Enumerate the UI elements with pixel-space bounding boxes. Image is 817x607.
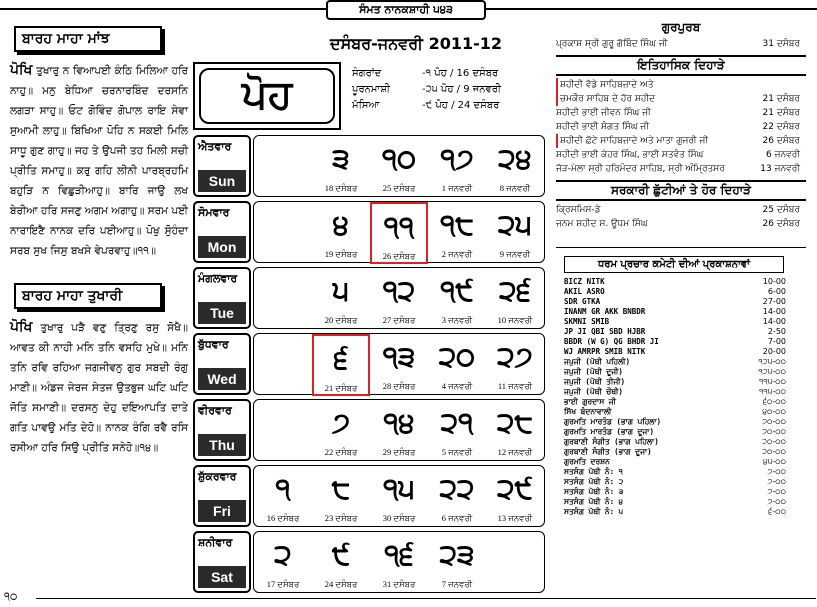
event-row	[556, 148, 806, 162]
publication-row	[564, 287, 786, 297]
day-cell	[370, 202, 428, 264]
publication-row	[564, 377, 786, 387]
event-date: 26 ਦਸੰਬਰ	[762, 219, 800, 229]
event-title: ਕ੍ਰਿਸਮਿਸ-ਡੇ	[556, 205, 601, 215]
calendar-grid	[193, 133, 545, 595]
event-title: ਪ੍ਰਕਾਸ਼ ਸ੍ਰੀ ਗੁਰੂ ਗੋਬਿੰਦ ਸਿੰਘ ਜੀ	[556, 39, 668, 49]
day-cell	[312, 532, 370, 594]
gurmukhi-date	[254, 406, 312, 440]
publication-price: ੬੦-੦੦	[762, 397, 786, 406]
gurmukhi-date: ੨੨	[439, 472, 475, 505]
publication-title: ਸਤਸੰਗ ਪੋਥੀ ਨੰ: ੩	[564, 487, 624, 496]
gregorian-date: 22 ਦਸੰਬਰ	[324, 447, 358, 457]
gregorian-date: 29 ਦਸੰਬਰ	[382, 447, 416, 457]
gregorian-date: 16 ਦਸੰਬਰ	[266, 513, 300, 523]
publication-price: ੭-੦੦	[767, 497, 786, 506]
publication-row	[564, 307, 786, 317]
event-title: ਸ਼ਹੀਦੀ ਭਾਈ ਕੇਹਰ ਸਿੰਘ, ਭਾਈ ਸਤਵੰਤ ਸਿੰਘ	[556, 150, 704, 160]
publication-title: ਜਪੁਜੀ (ਪੋਥੀ ਚੌਥੀ)	[564, 387, 623, 396]
week-cells	[253, 531, 545, 593]
week-row	[193, 529, 545, 595]
section-title-tukhari: ਬਾਰਹ ਮਾਹਾ ਤੁਖਾਰੀ	[14, 283, 162, 309]
gregorian-date: 2 ਜਨਵਰੀ	[441, 249, 473, 259]
lead-word: ਪੋਖਿ	[10, 319, 33, 335]
event-title: ਜੋੜ-ਮੇਲਾ ਸ੍ਰੀ ਹਰਿਮੰਦਰ ਸਾਹਿਬ, ਸ੍ਰੀ ਅੰਮ੍ਰਿਤਸਰ	[556, 164, 725, 174]
publication-row	[564, 417, 786, 427]
publication-price: ੧੨੫-੦੦	[758, 357, 786, 366]
event-row	[556, 134, 806, 148]
publication-price: 2-50	[767, 327, 786, 336]
day-name-english: Sun	[198, 170, 246, 192]
month-info	[352, 66, 501, 114]
event-date: 21 ਦਸੰਬਰ	[762, 108, 800, 118]
day-label	[193, 333, 251, 395]
publication-row	[564, 437, 786, 447]
day-cell	[370, 136, 428, 198]
gurmukhi-date: ੧੩	[382, 340, 416, 373]
gurmukhi-date: ੨੭	[497, 340, 533, 373]
publication-price: 14-00	[762, 317, 786, 326]
publication-row	[564, 317, 786, 327]
publication-title: INANM GR AKK BNBDR	[564, 307, 646, 316]
publication-title: AKIL ASRO	[564, 287, 605, 296]
publication-row	[564, 277, 786, 287]
day-label	[193, 135, 251, 197]
week-cells	[253, 267, 545, 329]
week-row	[193, 133, 545, 199]
gurmukhi-date: ੯	[331, 538, 351, 571]
day-name-punjabi: ਸ਼ਨੀਵਾਰ	[198, 536, 233, 549]
gurmukhi-date: ੨੫	[498, 208, 532, 241]
day-cell	[486, 400, 544, 462]
publication-title: ਸਤਸੰਗ ਪੋਥੀ ਨੰ: ੫	[564, 507, 624, 516]
event-date: 13 ਜਨਵਰੀ	[760, 164, 800, 174]
publication-title: ਸਤਸੰਗ ਪੋਥੀ ਨੰ: ੨	[564, 477, 624, 486]
day-cell	[428, 334, 486, 396]
publication-price: 27-00	[762, 297, 786, 306]
publication-price: ੧੧੫-੦੦	[758, 377, 786, 386]
gregorian-date: 31 ਦਸੰਬਰ	[382, 579, 416, 589]
gurmukhi-date: ੬	[333, 342, 349, 375]
day-name-punjabi: ਮੰਗਲਵਾਰ	[198, 272, 238, 285]
era-header: ਸੰਮਤ ਨਾਨਕਸ਼ਾਹੀ ੫੪੩	[326, 0, 486, 20]
day-cell	[312, 400, 370, 462]
day-label	[193, 267, 251, 329]
month-name: ਪੋਹ	[241, 72, 293, 118]
publication-title: SKMNI SMIB	[564, 317, 610, 326]
day-name-punjabi: ਸੋਮਵਾਰ	[198, 206, 230, 219]
publication-row	[564, 397, 786, 407]
publication-row	[564, 447, 786, 457]
week-row	[193, 397, 545, 463]
day-cell	[486, 268, 544, 330]
publication-title: ਜਪੁਜੀ (ਪੋਥੀ ਤੀਜੀ)	[564, 377, 626, 386]
section-title-manjh: ਬਾਰਹ ਮਾਹਾ ਮਾਂਝ	[14, 26, 162, 52]
day-cell	[370, 532, 428, 594]
publication-title: ਭਾਈ ਗੁਰਦਾਸ ਜੀ	[564, 397, 616, 406]
publication-row	[564, 357, 786, 367]
publication-row	[564, 327, 786, 337]
gurmukhi-date: ੨੬	[499, 274, 531, 307]
header-rule-left	[0, 8, 326, 10]
gregorian-date: 20 ਦਸੰਬਰ	[324, 315, 358, 325]
gregorian-date: 28 ਦਸੰਬਰ	[382, 381, 416, 391]
day-name-english: Sat	[198, 566, 246, 588]
week-row	[193, 331, 545, 397]
day-cell	[428, 268, 486, 330]
gurmukhi-date: ੧	[275, 472, 291, 505]
publication-price: ੧੨੫-੦੦	[758, 367, 786, 376]
page-number: ੧੦	[4, 590, 18, 603]
day-name-punjabi: ਬੁੱਧਵਾਰ	[198, 338, 229, 351]
day-cell	[370, 400, 428, 462]
publication-price: ੭-੦੦	[767, 477, 786, 486]
day-cell	[486, 136, 544, 198]
day-cell	[254, 202, 312, 264]
event-row	[556, 37, 806, 51]
day-cell	[312, 136, 370, 198]
gurmukhi-date: ੧੧	[383, 210, 415, 243]
publication-price: 20-00	[762, 347, 786, 356]
gurmukhi-date: ੧੪	[383, 406, 415, 439]
gregorian-date: 13 ਜਨਵਰੀ	[497, 513, 533, 523]
gurpurab-title: ਗੁਰਪੁਰਬ	[661, 20, 701, 34]
gurmukhi-date: ੧੫	[383, 472, 415, 505]
publication-price: ੭੦-੦੦	[761, 427, 786, 436]
footer-rule	[36, 598, 816, 599]
day-cell	[370, 268, 428, 330]
gregorian-date: 24 ਦਸੰਬਰ	[324, 579, 358, 589]
info-row: ਪੂਰਨਮਾਸ਼ੀ -੨੫ ਪੋਹ / 9 ਜਨਵਰੀ	[352, 84, 502, 95]
day-name-punjabi: ਐਤਵਾਰ	[198, 140, 232, 153]
gurmukhi-date: ੮	[331, 472, 351, 505]
day-cell	[370, 466, 428, 528]
event-title: ਜਨਮ ਸ਼ਹੀਦ ਸ. ਊਧਮ ਸਿੰਘ	[556, 219, 648, 229]
gregorian-date: 17 ਦਸੰਬਰ	[266, 579, 300, 589]
day-cell	[312, 202, 370, 264]
gurmukhi-date: ੧੦	[381, 142, 417, 175]
gurmukhi-date: ੧੭	[440, 142, 474, 175]
gregorian-date: 12 ਜਨਵਰੀ	[497, 447, 533, 457]
section-text-tukhari	[10, 317, 188, 458]
event-date	[750, 78, 806, 92]
day-name-english: Wed	[198, 368, 246, 390]
publication-row	[564, 367, 786, 377]
day-cell	[486, 334, 544, 396]
day-cell	[312, 466, 370, 528]
day-cell	[254, 334, 312, 396]
event-row	[556, 162, 806, 176]
event-title: ਚਮਕੌਰ ਸਾਹਿਬ ਦੇ ਹੋਰ ਸ਼ਹੀਦ	[556, 92, 655, 106]
gurmukhi-date: ੧੬	[384, 538, 414, 571]
publication-row	[564, 427, 786, 437]
day-name-english: Tue	[198, 302, 246, 324]
week-cells	[253, 465, 545, 527]
publication-price: 7-00	[767, 337, 786, 346]
publication-title: ਸਤਸੰਗ ਪੋਥੀ ਨੰ: ੧	[564, 467, 623, 476]
publication-price: ੨੦-੦੦	[762, 447, 786, 456]
gregorian-date: 19 ਦਸੰਬਰ	[324, 249, 358, 259]
day-cell	[428, 136, 486, 198]
gurmukhi-date	[254, 340, 312, 374]
publication-row	[564, 297, 786, 307]
publication-title: ਜਪੁਜੀ (ਪੋਥੀ ਦੂਜੀ)	[564, 367, 623, 376]
section-text-manjh	[10, 60, 188, 261]
holiday-title: ਸਰਕਾਰੀ ਛੁੱਟੀਆਂ ਤੇ ਹੋਰ ਦਿਹਾੜੇ	[556, 180, 806, 201]
day-cell	[486, 466, 544, 528]
day-cell	[428, 202, 486, 264]
month-range-title: ਦਸੰਬਰ-ਜਨਵਰੀ 2011-12	[330, 34, 503, 53]
gurmukhi-date: ੫	[332, 274, 350, 307]
month-box	[193, 62, 341, 130]
publication-row	[564, 407, 786, 417]
day-cell	[428, 466, 486, 528]
lead-word: ਪੋਖਿ	[10, 62, 33, 78]
publication-title: ਗੁਰਬਾਣੀ ਸੰਗੀਤ (ਭਾਗ ਪਹਿਲਾ)	[564, 437, 659, 446]
week-cells	[253, 135, 545, 197]
publication-title: ਸਿੱਖ ਬੰਦਨਾਵਾਲੀ	[564, 407, 612, 416]
gregorian-date: 9 ਜਨਵਰੀ	[499, 249, 531, 259]
gurmukhi-date: ੪	[332, 208, 350, 241]
gregorian-date: 6 ਜਨਵਰੀ	[441, 513, 473, 523]
publication-price: ੬-੦੦	[768, 507, 786, 516]
publication-price: ੪੫-੦੦	[763, 457, 786, 466]
event-row	[556, 217, 806, 231]
gurmukhi-date: ੧੮	[440, 208, 474, 241]
gurpurab-list	[556, 37, 806, 51]
publication-title: WJ AMRPR SMIB NITK	[564, 347, 646, 356]
gurmukhi-date: ੨੧	[440, 406, 474, 439]
publication-row	[564, 487, 786, 497]
event-date: 26 ਦਸੰਬਰ	[762, 136, 800, 146]
gurmukhi-date: ੩	[332, 142, 350, 175]
publication-title: ਜਪੁਜੀ (ਪੋਥੀ ਪਹਿਲੀ)	[564, 357, 630, 366]
gregorian-date: 3 ਜਨਵਰੀ	[441, 315, 473, 325]
publication-price: ੭-੦੦	[767, 467, 786, 476]
publication-row	[564, 507, 786, 517]
gregorian-date: 7 ਜਨਵਰੀ	[441, 579, 473, 589]
day-cell	[312, 334, 370, 396]
publications-title: ਧਰਮ ਪ੍ਰਚਾਰ ਕਮੇਟੀ ਦੀਆਂ ਪ੍ਰਕਾਸ਼ਨਾਵਾਂ	[564, 256, 784, 273]
day-cell	[428, 400, 486, 462]
gurmukhi-date: ੨੮	[497, 406, 533, 439]
week-cells	[253, 201, 545, 263]
event-row	[556, 92, 806, 106]
publication-row	[564, 477, 786, 487]
gurmukhi-date: ੨੯	[497, 472, 533, 505]
event-title: ਸ਼ਹੀਦੀ ਭਾਈ ਜੀਵਨ ਸਿੰਘ ਜੀ	[556, 108, 651, 118]
verse-text: ਤੁਖਾਰੁ ਨ ਵਿਆਪਈ ਕੰਠਿ ਮਿਲਿਆ ਹਰਿ ਨਾਹੁ॥ ਮਨੁ ਬੇਧਿਆ ਚਰਨਾਰਬਿੰਦ ਦਰਸਨਿ ਲਗੜਾ ਸਾਹੁ॥ ਓਟ ਗੋਵਿੰਦ ਗੋਪਾਲ ਰਾਇ ਸੇਵਾ ਸੁਆਮੀ ਲਾਹੁ॥ ਬਿਖਿਆ ਪੋਹਿ ਨ ਸਕਈ ਮਿਲਿ ਸਾਧੂ ਗੁਣ ਗਾਹੁ॥ ਜਹ ਤੇ ਉਪਜੀ ਤਹ ਮਿਲੀ ਸਚੀ ਪ੍ਰੀਤਿ ਸਮਾਹੁ॥ ਕਰੁ ਗਹਿ ਲੀਨੀ ਪਾਰਬ੍ਰਹਮਿ ਬਹੁੜਿ ਨ ਵਿਛੁੜੀਆਹੁ॥ ਬਾਰਿ ਜਾਉ ਲਖ ਬੇਰੀਆ ਹਰਿ ਸਜਣੁ ਅਗਮ ਅਗਾਹੁ॥ ਸਰਮ ਪਈ ਨਾਰਾਇਣੈ ਨਾਨਕ ਦਰਿ ਪਈਆਹੁ॥ ਪੋਖੁ ਸੁੋਹੰਦਾ ਸਰਬ ਸੁਖ ਜਿਸੁ ਬਖਸੇ ਵੇਪਰਵਾਹੁ॥੧੧॥	[10, 65, 188, 257]
gurmukhi-date	[254, 142, 312, 176]
day-cell	[486, 532, 544, 594]
history-list	[556, 78, 806, 176]
gurmukhi-date	[486, 538, 544, 572]
publication-title: JP JI QBI SBD HJBR	[564, 327, 646, 336]
event-title: ਸ਼ਹੀਦੀ ਭਾਈ ਸੰਗਤ ਸਿੰਘ ਜੀ	[556, 122, 649, 132]
publication-title: ਸਤਸੰਗ ਪੋਥੀ ਨੰ: ੪	[564, 497, 623, 506]
event-row	[556, 203, 806, 217]
publication-title: ਗੁਰਮਤਿ ਮਾਰਤੰਡ (ਭਾਗ ਪਹਿਲਾ)	[564, 417, 662, 426]
gurmukhi-date: ੨੪	[498, 142, 532, 175]
holiday-list	[556, 203, 806, 231]
day-label	[193, 465, 251, 527]
event-date: 22 ਦਸੰਬਰ	[762, 122, 800, 132]
gregorian-date: 8 ਜਨਵਰੀ	[499, 183, 531, 193]
publication-price: 10-00	[762, 277, 786, 286]
publication-row	[564, 347, 786, 357]
gurmukhi-date	[254, 208, 312, 242]
verse-text: ਤੁਖਾਰੁ ਪੜੈ ਵਣੁ ਤ੍ਰਿਣੁ ਰਸੁ ਸੋਖੈ॥ ਆਵਤ ਕੀ ਨਾਹੀ ਮਨਿ ਤਨਿ ਵਸਹਿ ਮੁਖੇ॥ ਮਨਿ ਤਨਿ ਰਵਿ ਰਹਿਆ ਜਗਜੀਵਨੁ ਗੁਰ ਸਬਦੀ ਰੰਗੁ ਮਾਣੀ॥ ਅੰਡਜ ਜੇਰਜ ਸੇਤਜ ਉਤਭੁਜ ਘਟਿ ਘਟਿ ਜੋਤਿ ਸਮਾਣੀ॥ ਦਰਸਨੁ ਦੇਹੁ ਦਇਆਪਤਿ ਦਾਤੇ ਗਤਿ ਪਾਵਉ ਮਤਿ ਦੇਹੋ॥ ਨਾਨਕ ਰੰਗਿ ਰਵੈ ਰਸਿ ਰਸੀਆ ਹਰਿ ਸਿਉ ਪ੍ਰੀਤਿ ਸਨੇਹੋ॥੧੪॥	[10, 322, 188, 454]
publication-row	[564, 497, 786, 507]
week-cells	[253, 399, 545, 461]
week-cells	[253, 333, 545, 395]
publication-row	[564, 387, 786, 397]
event-row	[556, 106, 806, 120]
event-date: 25 ਦਸੰਬਰ	[762, 205, 800, 215]
publication-title: BBDR (W G) QG BHDR JI	[564, 337, 659, 346]
gregorian-date: 30 ਦਸੰਬਰ	[382, 513, 416, 523]
history-title: ਇਤਿਹਾਸਿਕ ਦਿਹਾੜੇ	[556, 55, 806, 76]
day-name-punjabi: ਸ਼ੁੱਕਰਵਾਰ	[198, 470, 237, 483]
day-cell	[254, 532, 312, 594]
event-date: 21 ਦਸੰਬਰ	[762, 94, 800, 104]
info-row: ਮੱਸਿਆ -੯ ਪੋਹ / 24 ਦਸੰਬਰ	[352, 100, 500, 111]
gregorian-date: 18 ਦਸੰਬਰ	[324, 183, 358, 193]
day-name-english: Fri	[198, 500, 246, 522]
publication-price: ੭-੦੦	[767, 487, 786, 496]
gregorian-date: 5 ਜਨਵਰੀ	[441, 447, 473, 457]
publication-title: ਗੁਰਮਤਿ ਦਰਸ਼ਨ	[564, 457, 610, 466]
gregorian-date: 27 ਦਸੰਬਰ	[382, 315, 416, 325]
day-name-english: Mon	[198, 236, 246, 258]
event-row	[556, 120, 806, 134]
gregorian-date: 23 ਦਸੰਬਰ	[324, 513, 358, 523]
day-cell	[254, 136, 312, 198]
day-label	[193, 201, 251, 263]
publication-price: 14-00	[762, 307, 786, 316]
gurmukhi-date: ੨	[274, 538, 292, 571]
publications-list	[556, 277, 806, 517]
event-date: 6 ਜਨਵਰੀ	[765, 150, 800, 160]
event-title: ਸ਼ਹੀਦੀ ਛੋਟੇ ਸਾਹਿਬਜ਼ਾਦੇ ਅਤੇ ਮਾਤਾ ਗੁਜਰੀ ਜੀ	[556, 134, 708, 148]
right-column	[556, 20, 806, 517]
publication-price: ੨੦-੦੦	[762, 437, 786, 446]
day-cell	[254, 466, 312, 528]
day-name-english: Thu	[198, 434, 246, 456]
day-name-punjabi: ਵੀਰਵਾਰ	[198, 404, 232, 417]
gregorian-date: 1 ਜਨਵਰੀ	[441, 183, 473, 193]
gregorian-date: 25 ਦਸੰਬਰ	[382, 183, 416, 193]
gurmukhi-date: ੨੦	[438, 340, 476, 373]
publication-row	[564, 457, 786, 467]
gurmukhi-date: ੧੯	[440, 274, 474, 307]
day-cell	[254, 400, 312, 462]
event-row	[556, 78, 806, 92]
publication-price: ੧੧੫-੦੦	[758, 387, 786, 396]
gurmukhi-date	[254, 274, 312, 308]
day-cell	[254, 268, 312, 330]
gregorian-date: 10 ਜਨਵਰੀ	[497, 315, 533, 325]
publication-row	[564, 467, 786, 477]
publication-title: ਗੁਰਬਾਣੀ ਸੰਗੀਤ (ਭਾਗ ਦੂਜਾ)	[564, 447, 652, 456]
gurmukhi-date: ੨੩	[439, 538, 475, 571]
week-row	[193, 199, 545, 265]
day-cell	[312, 268, 370, 330]
week-row	[193, 265, 545, 331]
day-label	[193, 531, 251, 593]
publication-title: ਗੁਰਮਤਿ ਮਾਰਤੰਡ (ਭਾਗ ਦੂਜਾ)	[564, 427, 654, 436]
publication-row	[564, 337, 786, 347]
gregorian-date: 4 ਜਨਵਰੀ	[441, 381, 473, 391]
publication-price: ੪੦-੦੦	[762, 407, 786, 416]
info-row: ਸੰਗਰਾਂਦ -੧ ਪੋਹ / 16 ਦਸੰਬਰ	[352, 68, 499, 79]
gregorian-date: 11 ਜਨਵਰੀ	[497, 381, 533, 391]
gregorian-date: 21 ਦਸੰਬਰ	[324, 383, 358, 393]
day-label	[193, 399, 251, 461]
day-cell	[486, 202, 544, 264]
publication-title: BICZ NITK	[564, 277, 605, 286]
event-title: ਸ਼ਹੀਦੀ ਵੱਡੇ ਸਾਹਿਬਜ਼ਾਦੇ ਅਤੇ	[556, 78, 653, 92]
publication-price: 6-00	[767, 287, 786, 296]
day-cell	[428, 532, 486, 594]
left-column	[10, 20, 188, 458]
publication-title: SDR GTKA	[564, 297, 601, 306]
publication-price: ੭੦-੦੦	[761, 417, 786, 426]
day-cell	[370, 334, 428, 396]
gregorian-date: 26 ਦਸੰਬਰ	[382, 251, 416, 261]
header-rule-right	[486, 8, 817, 10]
week-row	[193, 463, 545, 529]
gurmukhi-date: ੭	[331, 406, 351, 439]
gurmukhi-date: ੧੨	[382, 274, 416, 307]
event-date: 31 ਦਸੰਬਰ	[762, 39, 800, 49]
